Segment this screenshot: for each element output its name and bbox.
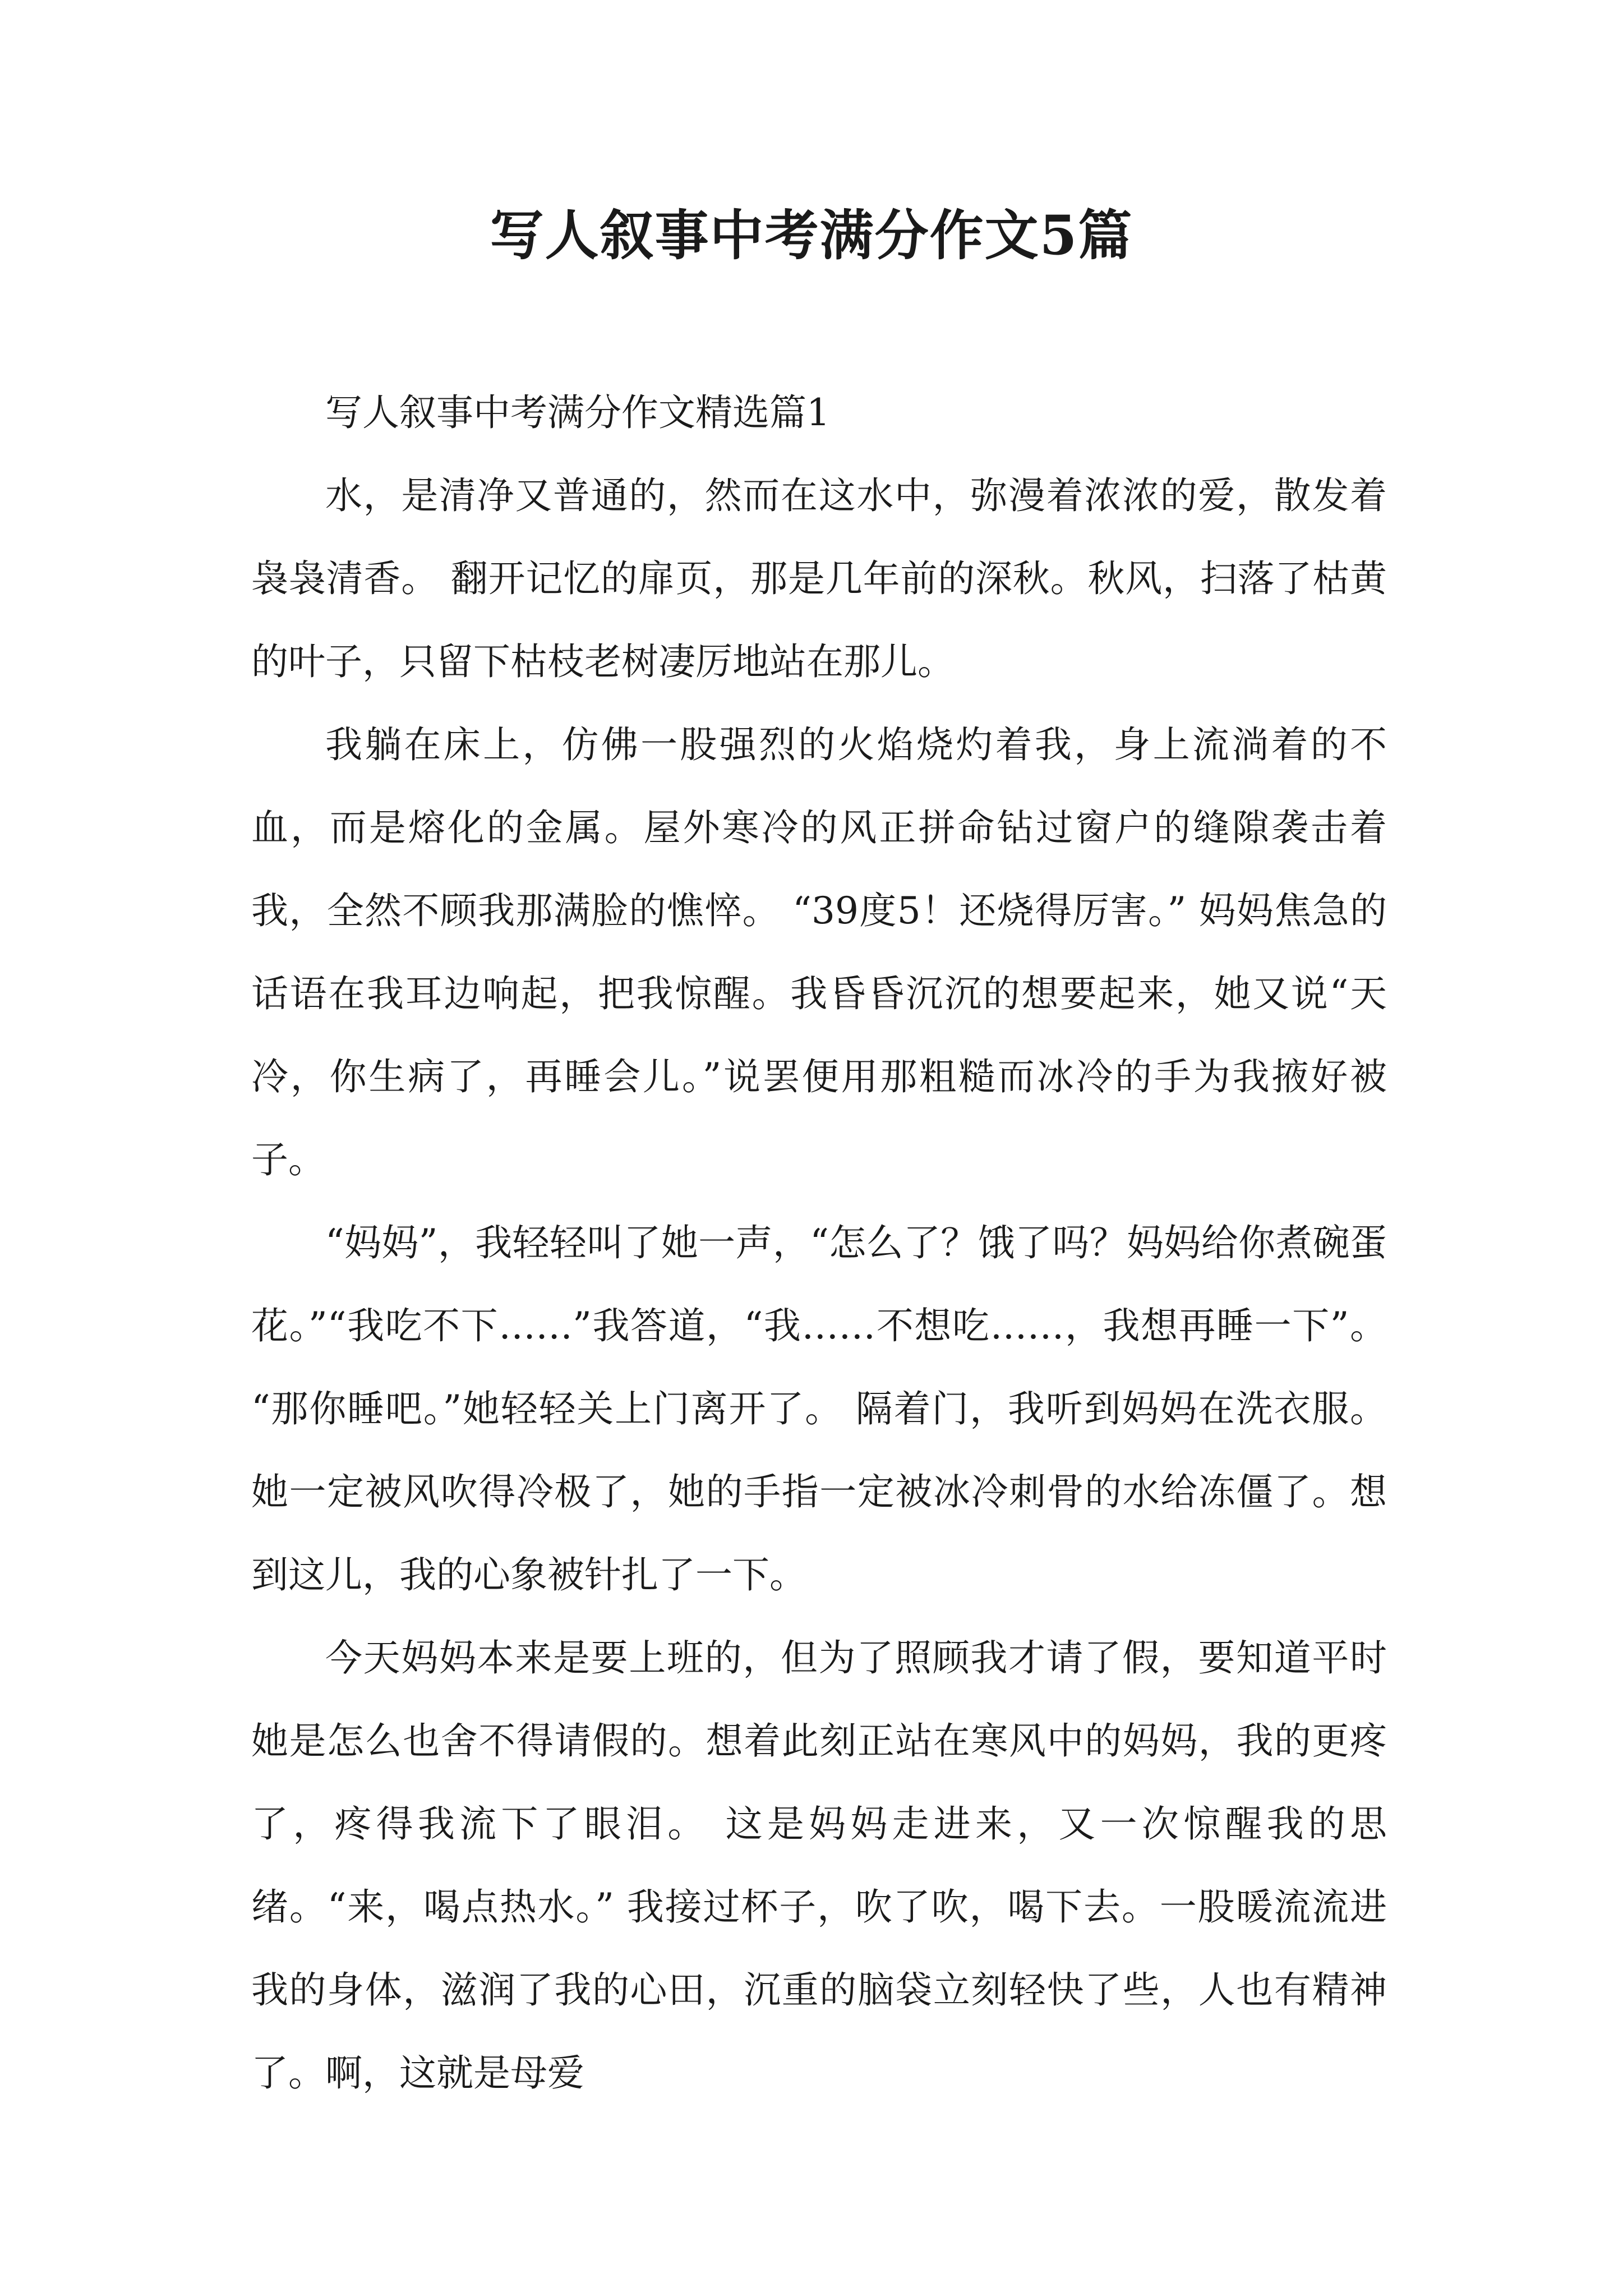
section-heading: 写人叙事中考满分作文精选篇1 bbox=[325, 391, 830, 434]
paragraph: 我躺在床上，仿佛一股强烈的火焰烧灼着我，身上流淌着的不血，而是熔化的金属。屋外寒冷的风正拼命钻过窗户的缝隙袭击着我，全然不顾我那满脸的憔悴。 “39度5！还烧得厉害。” 妈妈焦急的话语在我耳边响起，把我惊醒。我昏昏沉沉的想要起来，她又说“天冷，你生病了，再睡会儿。”说罢便用那粗糙而冰冷的手为我掖好被子。 bbox=[251, 723, 1387, 1181]
document-title: 写人叙事中考满分作文5篇 bbox=[490, 204, 1133, 267]
paragraph: 今天妈妈本来是要上班的，但为了照顾我才请了假，要知道平时她是怎么也舍不得请假的。想着此刻正站在寒风中的妈妈，我的更疼了，疼得我流下了眼泪。 这是妈妈走进来，又一次惊醒我的思绪。“来，喝点热水。” 我接过杯子，吹了吹，喝下去。一股暖流流进我的身体，滋润了我的心田，沉重的脑袋立刻轻快了些，人也有精神了。啊，这就是母爱 bbox=[251, 1636, 1387, 2095]
document-body bbox=[251, 371, 1387, 2115]
paragraph: 水，是清净又普通的，然而在这水中，弥漫着浓浓的爱，散发着袅袅清香。 翻开记忆的扉页，那是几年前的深秋。秋风，扫落了枯黄的叶子，只留下枯枝老树凄厉地站在那儿。 bbox=[251, 474, 1387, 683]
paragraph: “妈妈”，我轻轻叫了她一声，“怎么了？饿了吗？妈妈给你煮碗蛋花。”“我吃不下……”我答道，“我……不想吃……，我想再睡一下”。 “那你睡吧。”她轻轻关上门离开了。 隔着门，我听到妈妈在洗衣服。她一定被风吹得冷极了，她的手指一定被冰冷刺骨的水给冻僵了。想到这儿，我的心象被针扎了一下。 bbox=[251, 1221, 1387, 1596]
